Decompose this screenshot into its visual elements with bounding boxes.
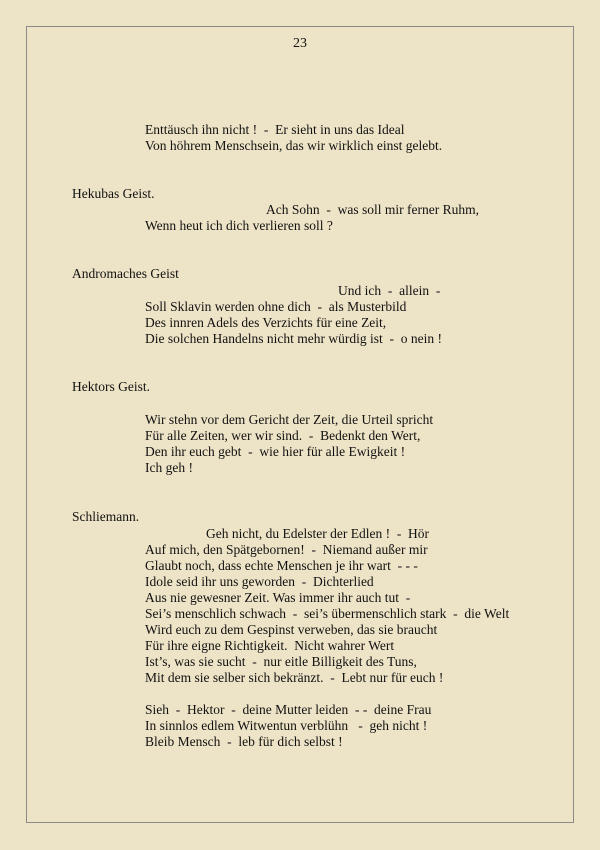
verse-line: Von höhrem Menschsein, das wir wirklich einst gelebt. — [145, 138, 443, 153]
speaker-name: Andromaches Geist — [72, 266, 179, 281]
speaker-name: Hekubas Geist. — [72, 186, 155, 201]
verse-line: Sieh - Hektor - deine Mutter leiden - - deine Frau — [145, 702, 432, 717]
verse-line: Aus nie gewesner Zeit. Was immer ihr auch tut - — [145, 590, 411, 605]
verse-line: Ach Sohn - was soll mir ferner Ruhm, — [266, 202, 479, 217]
verse-line: Wenn heut ich dich verlieren soll ? — [145, 218, 333, 233]
verse-line: Den ihr euch gebt - wie hier für alle Ewigkeit ! — [145, 444, 406, 459]
verse-line: Sei’s menschlich schwach - sei’s übermenschlich stark - die Welt — [145, 606, 510, 621]
verse-line: Ist’s, was sie sucht - nur eitle Billigkeit des Tuns, — [145, 654, 417, 669]
verse-line: Bleib Mensch - leb für dich selbst ! — [145, 734, 343, 749]
verse-line: Auf mich, den Spätgebornen! - Niemand außer mir — [145, 542, 428, 557]
verse-line: Ich geh ! — [145, 460, 193, 475]
verse-line: Geh nicht, du Edelster der Edlen ! - Hör — [206, 526, 430, 541]
verse-line: Für alle Zeiten, wer wir sind. - Bedenkt den Wert, — [145, 428, 421, 443]
verse-line: Des innren Adels des Verzichts für eine Zeit, — [145, 315, 387, 330]
verse-line: Die solchen Handelns nicht mehr würdig ist - o nein ! — [145, 331, 442, 346]
verse-line: Wird euch zu dem Gespinst verweben, das sie braucht — [145, 622, 438, 637]
verse-line: Glaubt noch, dass echte Menschen je ihr wart - - - — [145, 558, 418, 573]
verse-line: In sinnlos edlem Witwentun verblühn - geh nicht ! — [145, 718, 428, 733]
page-number: 23 — [293, 36, 307, 51]
verse-line: Wir stehn vor dem Gericht der Zeit, die Urteil spricht — [145, 412, 434, 427]
verse-line: Mit dem sie selber sich bekränzt. - Lebt nur für euch ! — [145, 670, 444, 685]
verse-line: Soll Sklavin werden ohne dich - als Musterbild — [145, 299, 407, 314]
speaker-name: Hektors Geist. — [72, 379, 150, 394]
verse-line: Und ich - allein - — [338, 283, 441, 298]
speaker-name: Schliemann. — [72, 509, 140, 524]
verse-line: Enttäusch ihn nicht ! - Er sieht in uns das Ideal — [145, 122, 405, 137]
verse-line: Idole seid ihr uns geworden - Dichterlied — [145, 574, 374, 589]
verse-line: Für ihre eigne Richtigkeit. Nicht wahrer Wert — [145, 638, 395, 653]
